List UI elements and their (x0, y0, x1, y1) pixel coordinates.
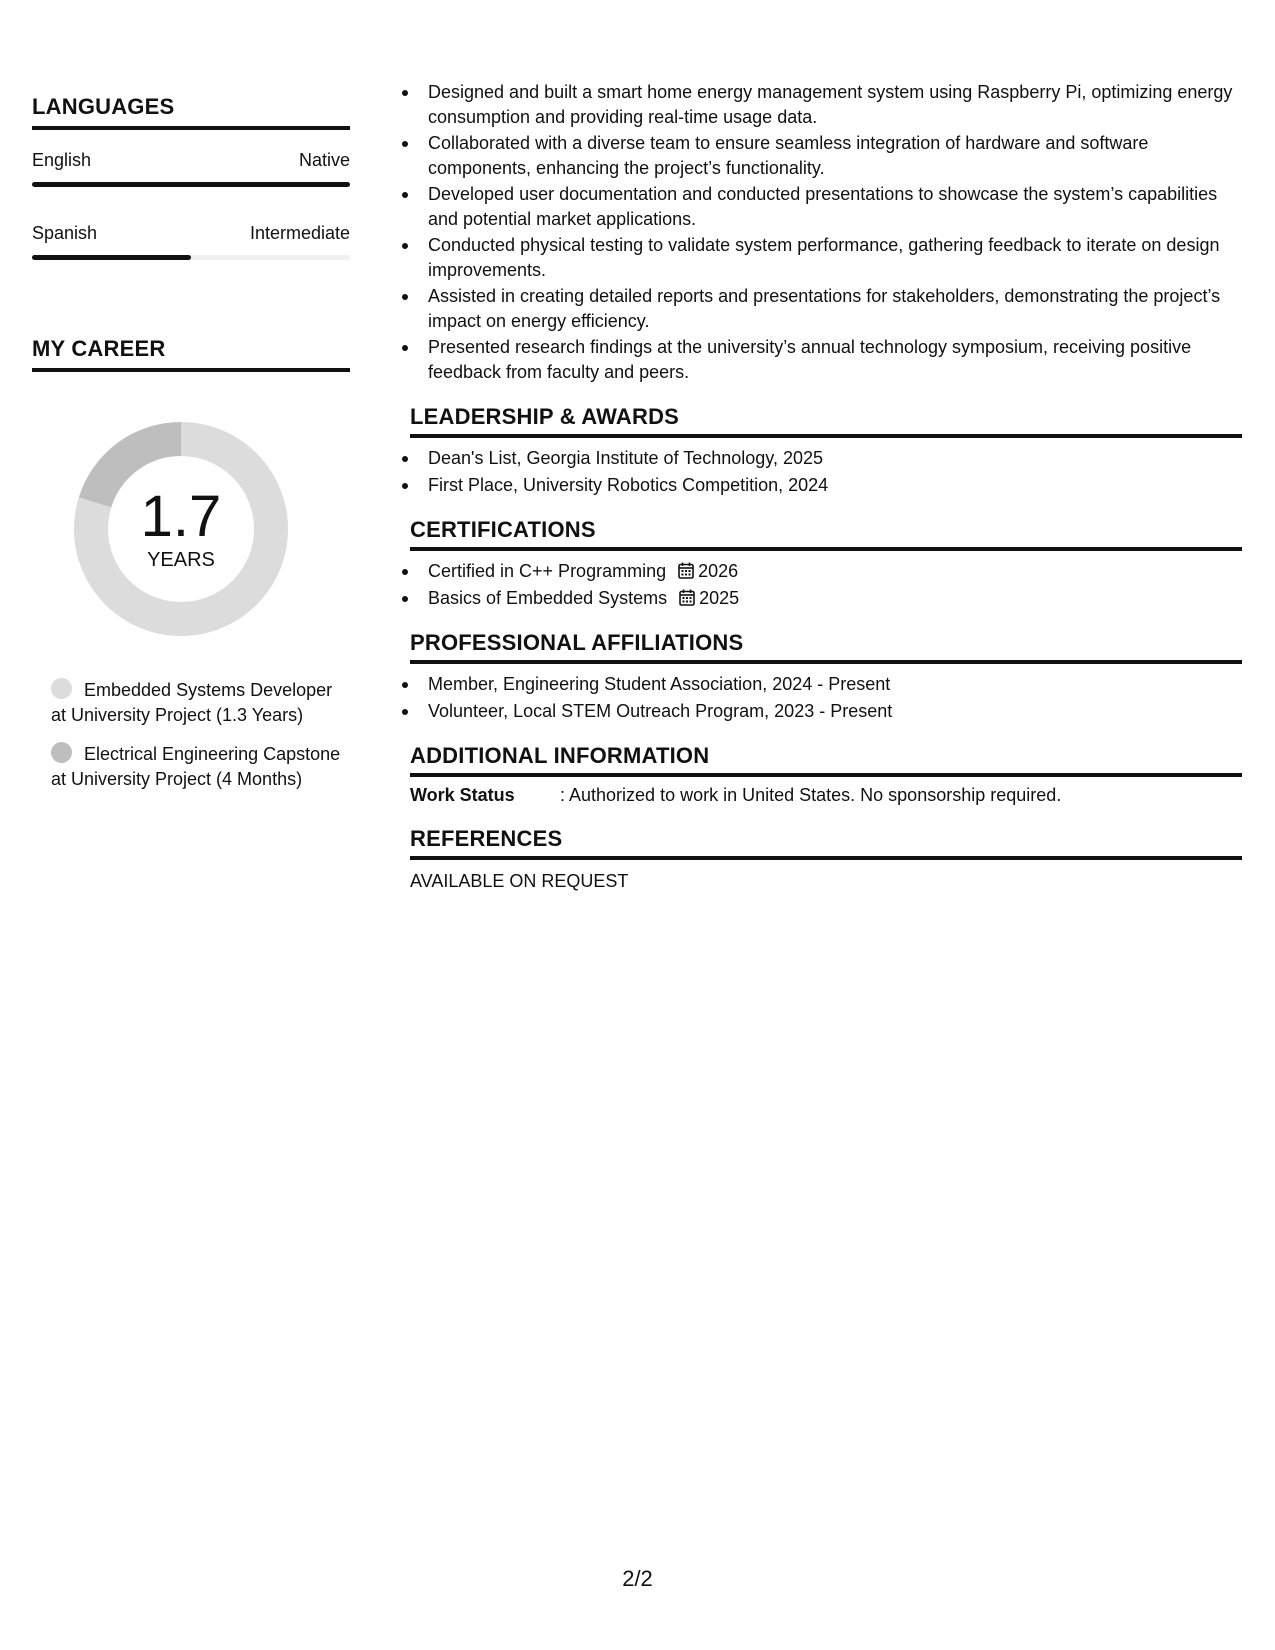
affiliations-section (410, 630, 1242, 723)
certification-name: Basics of Embedded Systems (428, 587, 668, 608)
certification-year: 2025 (699, 587, 740, 608)
work-status-label: Work Status (410, 785, 515, 805)
award-item: Dean's List, Georgia Institute of Technology, 2025 (410, 446, 1242, 471)
career-legend-label: Electrical Engineering Capstone at University Project (4 Months) (51, 744, 341, 789)
right-column (410, 80, 1242, 892)
awards-section (410, 404, 1242, 497)
language-proficiency-fill (32, 255, 191, 260)
certification-item (410, 559, 1242, 584)
additional-info-title: ADDITIONAL INFORMATION (410, 743, 1242, 777)
language-level: Intermediate (249, 223, 350, 243)
affiliation-item: Member, Engineering Student Association, 2024 - Present (410, 672, 1242, 697)
career-legend (51, 678, 341, 792)
career-total-years: 1.7 (140, 483, 222, 549)
calendar-icon (679, 589, 695, 606)
language-proficiency-bar (32, 255, 350, 260)
work-status-value: : Authorized to work in United States. No sponsorship required. (560, 785, 1062, 805)
career-title: MY CAREER (32, 336, 350, 372)
experience-bullet: Assisted in creating detailed reports and presentations for stakeholders, demonstrating the project’s impact on energy efficiency. (410, 284, 1242, 333)
career-unit-label: YEARS (147, 548, 215, 571)
language-item-spanish (32, 223, 350, 260)
references-section (410, 826, 1242, 892)
language-proficiency-fill (32, 182, 350, 187)
certifications-section (410, 517, 1242, 610)
certifications-title: CERTIFICATIONS (410, 517, 1242, 551)
career-legend-item (51, 742, 341, 792)
career-legend-label: Embedded Systems Developer at University Project (1.3 Years) (51, 680, 333, 725)
awards-title: LEADERSHIP & AWARDS (410, 404, 1242, 438)
career-donut-chart (66, 414, 296, 644)
additional-info-section (410, 743, 1242, 806)
experience-bullet: Conducted physical testing to validate system performance, gathering feedback to iterate on design improvements. (410, 233, 1242, 282)
references-title: REFERENCES (410, 826, 1242, 860)
calendar-icon (678, 562, 694, 579)
experience-bullet: Collaborated with a diverse team to ensure seamless integration of hardware and software components, enhancing the project’s functionality. (410, 131, 1242, 180)
language-name: English (32, 150, 92, 170)
language-item-english (32, 150, 350, 187)
certification-item (410, 586, 1242, 611)
experience-bullet: Developed user documentation and conducted presentations to showcase the system’s capabilities and potential market applications. (410, 182, 1242, 231)
experience-bullet: Designed and built a smart home energy management system using Raspberry Pi, optimizing energy consumption and providing real-time usage data. (410, 80, 1242, 129)
language-name: Spanish (32, 223, 98, 243)
certification-name: Certified in C++ Programming (428, 561, 667, 581)
career-legend-item (51, 678, 341, 728)
experience-bullet: Presented research findings at the university’s annual technology symposium, receiving positive feedback from faculty and peers. (410, 335, 1242, 384)
references-text: AVAILABLE ON REQUEST (410, 871, 629, 891)
language-proficiency-bar (32, 182, 350, 187)
certification-year: 2026 (698, 561, 739, 581)
legend-dot-icon (51, 742, 72, 763)
award-item: First Place, University Robotics Competition, 2024 (410, 473, 1242, 498)
left-column (32, 94, 350, 806)
page-number: 2/2 (622, 1566, 653, 1591)
affiliation-item: Volunteer, Local STEM Outreach Program, 2023 - Present (410, 699, 1242, 724)
legend-dot-icon (51, 678, 72, 699)
affiliations-title: PROFESSIONAL AFFILIATIONS (410, 630, 1242, 664)
language-level: Native (298, 150, 350, 170)
languages-title: LANGUAGES (32, 94, 350, 130)
experience-bullet-list (410, 80, 1242, 384)
